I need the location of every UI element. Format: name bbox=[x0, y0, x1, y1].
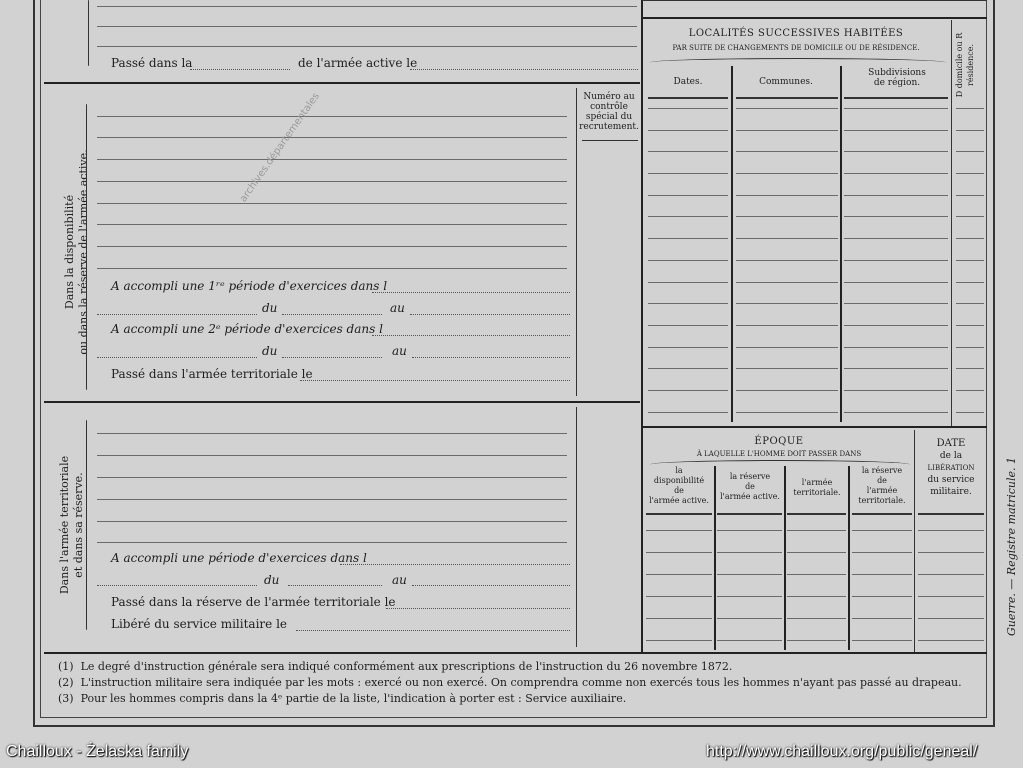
localites-row-rule bbox=[736, 238, 838, 239]
localites-row-rule bbox=[844, 195, 948, 196]
localites-row-rule bbox=[648, 151, 728, 152]
periode-terr-label: A accompli une période d'exercices dans l bbox=[111, 551, 367, 565]
localites-row-rule bbox=[844, 303, 948, 304]
dispo-rule-1 bbox=[97, 116, 567, 117]
localites-row-rule bbox=[956, 390, 984, 391]
epoque-row-rule bbox=[717, 596, 782, 597]
epoque-row-rule bbox=[852, 574, 912, 575]
localites-row-rule bbox=[844, 282, 948, 283]
col-subdivisions-line-1: Subdivisions bbox=[868, 68, 926, 78]
localites-row-rule bbox=[844, 130, 948, 131]
col-subdivisions-line-2: de région. bbox=[873, 78, 921, 88]
territoriale-bracket bbox=[86, 420, 87, 630]
epoque-col1-rule bbox=[646, 513, 712, 515]
territoriale-side-label-2: et dans sa réserve. bbox=[72, 472, 85, 578]
terr-rule-4 bbox=[97, 499, 567, 500]
localites-row-rule bbox=[956, 260, 984, 261]
right-top-rule bbox=[642, 0, 987, 1]
localites-row-rule bbox=[648, 108, 728, 109]
libere-field[interactable] bbox=[296, 630, 570, 631]
localites-row-rule bbox=[736, 303, 838, 304]
localites-row-rule bbox=[956, 282, 984, 283]
epoque-col3-header bbox=[786, 478, 848, 498]
terr-rule-2 bbox=[97, 455, 567, 456]
date-liberation-line: du service bbox=[927, 475, 975, 485]
margin-register-text: Guerre. — Registre matricule. 1 bbox=[1005, 456, 1018, 636]
epoque-row-rule bbox=[918, 618, 984, 619]
numero-underline bbox=[582, 140, 638, 141]
epoque-col2-line: de bbox=[745, 482, 755, 491]
localites-row-rule bbox=[956, 303, 984, 304]
epoque-col4-line: l'armée bbox=[866, 486, 898, 495]
archives-watermark: archives.départementales bbox=[238, 90, 322, 205]
periode1-du-field[interactable] bbox=[282, 314, 382, 315]
localites-row-rule bbox=[648, 347, 728, 348]
epoque-row-rule bbox=[787, 552, 846, 553]
terr-rule-3 bbox=[97, 477, 567, 478]
col-communes-header: Communes. bbox=[759, 77, 813, 87]
localites-row-rule bbox=[844, 108, 948, 109]
localites-row-rule bbox=[648, 173, 728, 174]
localites-row-rule bbox=[736, 368, 838, 369]
passe-dans-la-field[interactable] bbox=[190, 69, 290, 70]
localites-row-rule bbox=[648, 130, 728, 131]
epoque-row-rule bbox=[852, 530, 912, 531]
epoque-title: ÉPOQUE bbox=[754, 436, 804, 447]
epoque-row-rule bbox=[918, 530, 984, 531]
epoque-col4-line: territoriale. bbox=[858, 496, 906, 505]
epoque-col2-line: l'armée active. bbox=[720, 492, 780, 501]
dispo-rule-6 bbox=[97, 224, 567, 225]
periode2-du: du bbox=[262, 344, 278, 358]
localites-row-rule bbox=[736, 390, 838, 391]
col-communes-border bbox=[840, 66, 842, 422]
communes-header-rule bbox=[736, 97, 838, 99]
localites-side-col-label: D domicile ou R résidence. bbox=[955, 32, 975, 98]
epoque-row-rule bbox=[787, 596, 846, 597]
footnote-2 bbox=[58, 676, 962, 689]
passe-reserve-label: Passé dans la réserve de l'armée territoriale le bbox=[111, 595, 396, 609]
subdivisions-header-rule bbox=[844, 97, 948, 99]
epoque-row-rule bbox=[852, 618, 912, 619]
numero-label: Numéro au contrôle spécial du recrutement. bbox=[579, 92, 639, 132]
date-liberation-line: militaire. bbox=[930, 487, 972, 497]
epoque-row-rule bbox=[918, 574, 984, 575]
localites-row-rule bbox=[648, 390, 728, 391]
footnote-1 bbox=[58, 660, 732, 673]
armee-active-label: de l'armée active le bbox=[298, 56, 418, 70]
top-rule-2 bbox=[97, 26, 637, 27]
periode-terr-du-pre[interactable] bbox=[97, 585, 257, 586]
footnote-2-text: L'instruction militaire sera indiquée par les mots : exercé ou non exercé. On comprendra comme non exercés tous les hommes n'ayant pas passé au drapeau. bbox=[80, 676, 962, 689]
periode1-du: du bbox=[262, 301, 278, 315]
col-dates-header: Dates. bbox=[673, 77, 703, 87]
epoque-row-rule bbox=[787, 530, 846, 531]
date-liberation-rule bbox=[918, 513, 984, 515]
epoque-col3-line: territoriale. bbox=[793, 488, 841, 497]
localites-brace bbox=[650, 58, 946, 67]
localites-row-rule bbox=[648, 368, 728, 369]
disponibilite-side-label-2: ou dans la réserve de l'armée active. bbox=[77, 149, 90, 355]
disponibilite-side-label-1: Dans la disponibilité bbox=[63, 194, 76, 310]
epoque-col4-line: la réserve bbox=[861, 466, 903, 475]
localites-row-rule bbox=[844, 260, 948, 261]
date-liberation-line: LIBÉRATION bbox=[927, 464, 975, 472]
periode2-field[interactable] bbox=[372, 335, 570, 336]
terr-rule-1 bbox=[97, 433, 567, 434]
localites-row-rule bbox=[844, 173, 948, 174]
periode2-label: A accompli une 2ᵉ période d'exercices dans l bbox=[111, 322, 383, 336]
epoque-col3-rule bbox=[787, 513, 846, 515]
epoque-row-rule bbox=[787, 640, 846, 641]
footnote-1-num: (1) bbox=[58, 660, 74, 673]
col-dates-border bbox=[731, 66, 733, 422]
localites-row-rule bbox=[956, 238, 984, 239]
epoque-col2-line: la réserve bbox=[729, 472, 771, 481]
localites-row-rule bbox=[736, 260, 838, 261]
epoque-row-rule bbox=[852, 552, 912, 553]
epoque-col4-rule bbox=[852, 513, 912, 515]
periode2-du-field[interactable] bbox=[282, 357, 382, 358]
localites-row-rule bbox=[648, 325, 728, 326]
localites-row-rule bbox=[648, 303, 728, 304]
localites-row-rule bbox=[736, 173, 838, 174]
localites-row-rule bbox=[736, 347, 838, 348]
section-divider-1 bbox=[44, 82, 640, 84]
epoque-col4-line: de bbox=[877, 476, 887, 485]
disponibilite-side-label bbox=[63, 132, 97, 372]
localites-row-rule bbox=[956, 216, 984, 217]
localites-row-rule bbox=[736, 325, 838, 326]
localites-row-rule bbox=[956, 347, 984, 348]
periode2-du-pre[interactable] bbox=[97, 357, 257, 358]
footnote-1-text: Le degré d'instruction générale sera indiqué conformément aux prescriptions de l'instruction du 26 novembre 1872. bbox=[80, 660, 733, 673]
passe-territoriale-label: Passé dans l'armée territoriale le bbox=[111, 367, 313, 381]
epoque-row-rule bbox=[852, 640, 912, 641]
localites-row-rule bbox=[736, 195, 838, 196]
localites-row-rule bbox=[844, 368, 948, 369]
right-area-left-border bbox=[641, 0, 643, 652]
localites-row-rule bbox=[648, 260, 728, 261]
periode-terr-au: au bbox=[392, 573, 407, 587]
footnote-2-num: (2) bbox=[58, 676, 74, 689]
epoque-subtitle: À LAQUELLE L'HOMME DOIT PASSER DANS bbox=[696, 450, 862, 458]
localites-row-rule bbox=[648, 195, 728, 196]
localites-row-rule bbox=[736, 216, 838, 217]
epoque-row-rule bbox=[646, 618, 712, 619]
dispo-rule-4 bbox=[97, 181, 567, 182]
localites-row-rule bbox=[844, 216, 948, 217]
epoque-row-rule bbox=[918, 640, 984, 641]
localites-row-rule bbox=[844, 325, 948, 326]
localites-row-rule bbox=[956, 130, 984, 131]
localites-row-rule bbox=[736, 130, 838, 131]
date-liberation-header bbox=[916, 438, 986, 498]
epoque-row-rule bbox=[918, 596, 984, 597]
dispo-rule-2 bbox=[97, 137, 567, 138]
localites-row-rule bbox=[956, 195, 984, 196]
passe-territoriale-field[interactable] bbox=[300, 380, 570, 381]
localites-row-rule bbox=[844, 390, 948, 391]
terr-numero-column-left bbox=[576, 407, 577, 647]
top-bracket bbox=[88, 0, 89, 66]
localites-row-rule bbox=[956, 368, 984, 369]
epoque-col2-rule bbox=[717, 513, 782, 515]
website-caption: http://www.chailloux.org/public/geneal/ bbox=[706, 743, 978, 760]
epoque-row-rule bbox=[918, 552, 984, 553]
periode1-field[interactable] bbox=[372, 292, 570, 293]
periode-terr-du-field[interactable] bbox=[288, 585, 382, 586]
section-divider-2 bbox=[44, 401, 640, 403]
localites-row-rule bbox=[956, 173, 984, 174]
epoque-col3-border bbox=[848, 466, 850, 650]
localites-row-rule bbox=[648, 216, 728, 217]
passe-dans-la-label: Passé dans la bbox=[111, 56, 193, 70]
periode-terr-du: du bbox=[264, 573, 280, 587]
localites-row-rule bbox=[648, 282, 728, 283]
footnote-3-text: Pour les hommes compris dans la 4ᵉ partie de la liste, l'indication à porter est : Service auxiliaire. bbox=[80, 692, 627, 705]
col-subdivisions-header bbox=[842, 68, 952, 88]
armee-active-date-field[interactable] bbox=[410, 69, 638, 70]
footnote-3 bbox=[58, 692, 626, 705]
localites-row-rule bbox=[956, 325, 984, 326]
epoque-col1-line: la bbox=[675, 466, 683, 475]
epoque-col3-line: l'armée bbox=[801, 478, 833, 487]
localites-row-rule bbox=[736, 108, 838, 109]
periode-terr-au-field[interactable] bbox=[412, 585, 570, 586]
libere-label: Libéré du service militaire le bbox=[111, 617, 288, 631]
epoque-col1-line: disponibilité bbox=[653, 476, 705, 485]
epoque-col2-border bbox=[784, 466, 786, 650]
periode-terr-field[interactable] bbox=[340, 564, 570, 565]
epoque-row-rule bbox=[646, 596, 712, 597]
epoque-row-rule bbox=[717, 552, 782, 553]
localites-title: LOCALITÉS SUCCESSIVES HABITÉES bbox=[688, 28, 904, 39]
localites-row-rule bbox=[736, 412, 838, 413]
epoque-top-rule bbox=[642, 426, 987, 428]
localites-row-rule bbox=[956, 108, 984, 109]
localites-row-rule bbox=[736, 282, 838, 283]
right-top-thick-rule bbox=[642, 17, 987, 19]
epoque-row-rule bbox=[717, 530, 782, 531]
localites-row-rule bbox=[956, 151, 984, 152]
periode2-au: au bbox=[392, 344, 407, 358]
epoque-col1-line: de bbox=[674, 486, 684, 495]
localites-row-rule bbox=[844, 347, 948, 348]
localites-row-rule bbox=[844, 151, 948, 152]
passe-reserve-field[interactable] bbox=[386, 608, 570, 609]
dispo-rule-5 bbox=[97, 203, 567, 204]
epoque-row-rule bbox=[717, 574, 782, 575]
top-rule-3 bbox=[97, 46, 637, 47]
numero-column-left bbox=[576, 88, 577, 396]
date-liberation-border bbox=[914, 430, 915, 652]
periode1-du-pre[interactable] bbox=[97, 314, 257, 315]
periode1-label: A accompli une 1ʳᵉ période d'exercices dans l bbox=[111, 279, 388, 293]
localites-row-rule bbox=[844, 412, 948, 413]
epoque-row-rule bbox=[852, 596, 912, 597]
epoque-col1-border bbox=[714, 466, 716, 650]
localites-subtitle: PAR SUITE DE CHANGEMENTS DE DOMICILE OU DE RÉSIDENCE. bbox=[672, 44, 920, 52]
footnote-3-num: (3) bbox=[58, 692, 74, 705]
localites-row-rule bbox=[956, 412, 984, 413]
family-caption: Chailloux - Żelaska family bbox=[6, 743, 189, 760]
localites-row-rule bbox=[736, 151, 838, 152]
epoque-row-rule bbox=[787, 618, 846, 619]
localites-row-rule bbox=[648, 238, 728, 239]
disponibilite-bracket bbox=[86, 104, 87, 390]
localites-row-rule bbox=[648, 412, 728, 413]
localites-row-rule bbox=[844, 238, 948, 239]
epoque-col4-header bbox=[850, 466, 914, 506]
epoque-row-rule bbox=[646, 552, 712, 553]
periode1-au-field[interactable] bbox=[410, 314, 570, 315]
epoque-row-rule bbox=[646, 530, 712, 531]
periode1-au: au bbox=[390, 301, 405, 315]
date-liberation-line: de la bbox=[939, 451, 963, 461]
periode2-au-field[interactable] bbox=[412, 357, 570, 358]
dispo-rule-7 bbox=[97, 246, 567, 247]
date-liberation-line: DATE bbox=[936, 438, 966, 449]
dates-header-rule bbox=[648, 97, 728, 99]
epoque-row-rule bbox=[646, 640, 712, 641]
top-rule-1 bbox=[97, 6, 637, 7]
dispo-rule-3 bbox=[97, 159, 567, 160]
epoque-col2-header bbox=[716, 472, 784, 502]
terr-rule-6 bbox=[97, 542, 567, 543]
terr-rule-5 bbox=[97, 521, 567, 522]
epoque-col1-header bbox=[644, 466, 714, 506]
territoriale-side-label-1: Dans l'armée territoriale bbox=[58, 455, 71, 595]
dispo-rule-8 bbox=[97, 268, 567, 269]
epoque-row-rule bbox=[787, 574, 846, 575]
epoque-row-rule bbox=[717, 618, 782, 619]
epoque-row-rule bbox=[646, 574, 712, 575]
epoque-row-rule bbox=[717, 640, 782, 641]
epoque-col1-line: l'armée active. bbox=[649, 496, 709, 505]
footnote-top-rule bbox=[44, 652, 987, 654]
